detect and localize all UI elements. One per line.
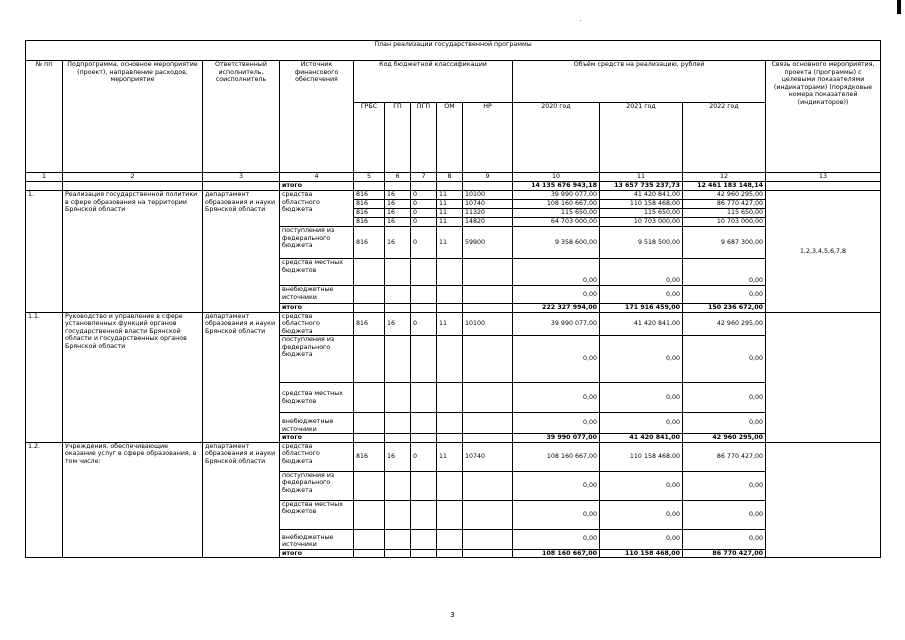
code-nr: 14820 [463,218,513,227]
source-federal-label: поступления из федерального бюджета [280,471,354,500]
amount-2021: 110 158 468,00 [600,442,683,471]
amount-2020: 108 160 667,00 [513,442,600,471]
source-offbudget-label: внебюджетные источники [280,286,354,304]
amount-2021: 0,00 [600,413,683,434]
amount-2020: 39 990 077,00 [513,191,600,200]
code-grbs: 816 [354,442,385,471]
code-om: 11 [437,200,463,209]
code-pgp: 0 [411,191,437,200]
col-number: 11 [600,173,683,182]
source-local-label: средства местных бюджетов [280,500,354,529]
amount-2021: 0,00 [600,529,683,549]
code-pgp: 0 [411,200,437,209]
header-grbs: ГРБС [354,103,385,173]
amount-2020: 39 990 077,00 [513,312,600,336]
code-grbs: 816 [354,209,385,218]
code-om: 11 [437,218,463,227]
section-name: Реализация государственной политики в сфере образования на территории Брянской области [63,191,203,313]
header-source: Источник финансового обеспечения [280,61,354,173]
amount-2022: 0,00 [683,336,766,383]
page-number: 3 [450,611,455,619]
amount-2021: 0,00 [600,500,683,529]
col-number: 8 [437,173,463,182]
code-grbs: 816 [354,227,385,259]
amount-2021: 0,00 [600,336,683,383]
code-pgp: 0 [411,227,437,259]
code-nr: 10100 [463,312,513,336]
amount-2022: 86 770 427,00 [683,200,766,209]
amount-2021: 115 650,00 [600,209,683,218]
grand-total-label: итого [280,182,354,191]
amount-2022: 0,00 [683,413,766,434]
amount-2021: 41 420 841,00 [600,191,683,200]
amount-2022: 0,00 [683,259,766,286]
amount-2020: 64 703 000,00 [513,218,600,227]
amount-2020: 0,00 [513,336,600,383]
col-number: 9 [463,173,513,182]
col-number: 13 [766,173,881,182]
header-program: Подпрограмма, основное мероприятие (проект), направление расходов, мероприятие [63,61,203,173]
code-nr: 59900 [463,227,513,259]
scan-corner-mark [897,0,901,14]
amount-2022: 9 687 300,00 [683,227,766,259]
col-number: 4 [280,173,354,182]
scan-speck [580,20,581,21]
section-num: 1.1. [26,312,63,442]
grand-total-2020: 14 135 676 943,18 [513,182,600,191]
total-2020: 39 990 077,00 [513,434,600,443]
col-number: 2 [63,173,203,182]
amount-2020: 9 358 600,00 [513,227,600,259]
code-om: 11 [437,312,463,336]
header-2021: 2021 год [600,103,683,173]
section-name: Руководство и управление в сфере установленных функций органов государственной власти Брянской области и государственных органов Брянской области [63,312,203,442]
source-regional-label: средства областного бюджета [280,312,354,336]
header-num: № пп [26,61,63,173]
amount-2022: 0,00 [683,383,766,413]
code-nr: 10100 [463,191,513,200]
code-nr: 10740 [463,200,513,209]
amount-2020: 108 160 667,00 [513,200,600,209]
header-pgp: ПГП [411,103,437,173]
table-title: План реализации государственной программы [26,41,881,61]
code-grbs: 816 [354,218,385,227]
total-2021: 110 158 468,00 [600,549,683,558]
section-total-label: итого [280,304,354,313]
col-number: 7 [411,173,437,182]
header-2022: 2022 год [683,103,766,173]
code-grbs: 816 [354,200,385,209]
code-pgp: 0 [411,312,437,336]
section-name: Учреждения, обеспечивающие оказание услуг в сфере образования, в том числе: [63,442,203,558]
total-2022: 150 236 672,00 [683,304,766,313]
amount-2021: 110 158 468,00 [600,200,683,209]
amount-2020: 0,00 [513,383,600,413]
amount-2021: 0,00 [600,259,683,286]
source-federal-label: поступления из федерального бюджета [280,336,354,383]
code-grbs: 816 [354,312,385,336]
amount-2022: 0,00 [683,529,766,549]
code-gp: 16 [385,227,411,259]
total-2022: 86 770 427,00 [683,549,766,558]
code-om: 11 [437,442,463,471]
header-budget-code: Код бюджетной классификации [354,61,513,103]
source-regional-label: средства областного бюджета [280,442,354,471]
section-total-label: итого [280,434,354,443]
code-om: 11 [437,227,463,259]
amount-2022: 42 960 295,00 [683,191,766,200]
code-om: 11 [437,191,463,200]
amount-2022: 0,00 [683,471,766,500]
code-gp: 16 [385,191,411,200]
total-2022: 42 960 295,00 [683,434,766,443]
col-number: 6 [385,173,411,182]
section-responsible: департамент образования и науки Брянской области [203,312,280,442]
code-grbs: 816 [354,191,385,200]
header-link: Связь основного мероприятия, проекта (программы) с целевыми показателями (индикаторами) (порядковые номера показателей (индикаторов)) [766,61,881,173]
code-pgp: 0 [411,442,437,471]
section-responsible: департамент образования и науки Брянской области [203,191,280,313]
code-gp: 16 [385,200,411,209]
section-total-label: итого [280,549,354,558]
code-nr: 10740 [463,442,513,471]
source-offbudget-label: внебюджетные источники [280,529,354,549]
amount-2021: 10 703 000,00 [600,218,683,227]
program-plan-table [25,40,881,558]
code-gp: 16 [385,218,411,227]
col-number: 10 [513,173,600,182]
amount-2021: 0,00 [600,286,683,304]
section-link-indicators: 1,2,3,4,5,6,7,8 [766,191,881,313]
section-num: 1. [26,191,63,313]
amount-2021: 41 420 841,00 [600,312,683,336]
amount-2020: 115 650,00 [513,209,600,218]
amount-2020: 0,00 [513,259,600,286]
total-2020: 222 327 994,00 [513,304,600,313]
total-2021: 171 916 459,00 [600,304,683,313]
code-pgp: 0 [411,209,437,218]
source-federal-label: поступления из федерального бюджета [280,227,354,259]
amount-2022: 0,00 [683,500,766,529]
amount-2020: 0,00 [513,286,600,304]
amount-2022: 10 703 000,00 [683,218,766,227]
amount-2022: 115 650,00 [683,209,766,218]
amount-2021: 0,00 [600,383,683,413]
code-pgp: 0 [411,218,437,227]
header-volume: Объём средств на реализацию, рублей [513,61,766,103]
amount-2021: 0,00 [600,471,683,500]
col-number: 1 [26,173,63,182]
header-gp: ГП [385,103,411,173]
amount-2021: 9 518 500,00 [600,227,683,259]
amount-2020: 0,00 [513,413,600,434]
section-num: 1.2. [26,442,63,558]
code-nr: 11320 [463,209,513,218]
col-number: 12 [683,173,766,182]
col-number: 5 [354,173,385,182]
header-nr: НР [463,103,513,173]
code-gp: 16 [385,312,411,336]
source-local-label: средства местных бюджетов [280,259,354,286]
amount-2020: 0,00 [513,471,600,500]
amount-2022: 0,00 [683,286,766,304]
amount-2022: 86 770 427,00 [683,442,766,471]
grand-total-2022: 12 461 183 148,14 [683,182,766,191]
source-regional-label: средства областного бюджета [280,191,354,227]
code-gp: 16 [385,442,411,471]
source-offbudget-label: внебюджетные источники [280,413,354,434]
header-responsible: Ответственный исполнитель, соисполнитель [203,61,280,173]
amount-2022: 42 960 295,00 [683,312,766,336]
header-2020: 2020 год [513,103,600,173]
total-2020: 108 160 667,00 [513,549,600,558]
grand-total-2021: 13 657 735 237,73 [600,182,683,191]
code-om: 11 [437,209,463,218]
total-2021: 41 420 841,00 [600,434,683,443]
header-om: ОМ [437,103,463,173]
amount-2020: 0,00 [513,500,600,529]
amount-2020: 0,00 [513,529,600,549]
code-gp: 16 [385,209,411,218]
source-local-label: средства местных бюджетов [280,383,354,413]
col-number: 3 [203,173,280,182]
section-responsible: департамент образования и науки Брянской области [203,442,280,558]
